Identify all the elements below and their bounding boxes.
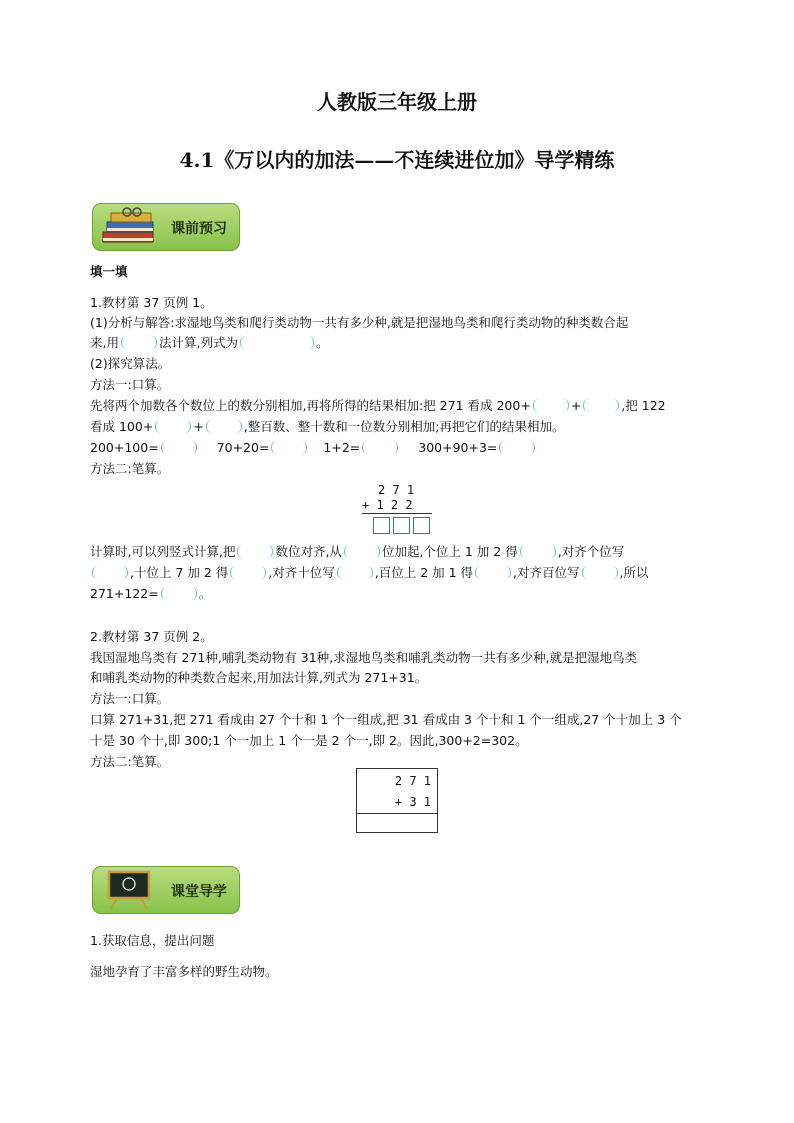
q1-title: 1.教材第 37 页例 1。: [90, 295, 213, 310]
answer-blank[interactable]: [520, 545, 556, 558]
page-title: 人教版三年级上册: [317, 90, 477, 114]
q1-calc2: ,十位上 7 加 2 得 ,对齐十位写 ,百位上 2 加 1 得 ,对齐百位写 ,所以: [90, 563, 649, 583]
q1-para2: (2)探究算法。: [90, 356, 171, 371]
answer-blank[interactable]: [206, 420, 242, 433]
vertical-top: 2 7 1: [378, 483, 415, 497]
answer-blank[interactable]: [344, 545, 380, 558]
answer-blank[interactable]: [237, 545, 273, 558]
section2-text1: 湿地孕育了丰富多样的野生动物。: [90, 964, 278, 979]
answer-box[interactable]: [413, 517, 430, 534]
answer-blank[interactable]: [92, 566, 128, 579]
answer-blank[interactable]: [240, 336, 314, 349]
q2-para2: 和哺乳类动物的种类数合起来,用加法计算,列式为 271+31。: [90, 670, 428, 685]
answer-blank[interactable]: [583, 399, 619, 412]
q1-calc1: 计算时,可以列竖式计算,把 数位对齐,从 位加起,个位上 1 加 2 得 ,对齐个位写: [90, 544, 625, 559]
q1-method2: 方法二:笔算。: [90, 461, 170, 476]
answer-blank[interactable]: [161, 441, 197, 454]
vertical-bottom: + 1 2 2: [362, 498, 413, 512]
answer-blank[interactable]: [161, 587, 197, 600]
answer-blank[interactable]: [533, 399, 569, 412]
answer-blank[interactable]: [475, 566, 511, 579]
preview-banner: [92, 203, 240, 251]
answer-blank[interactable]: [362, 441, 398, 454]
table-row-top: 2 7 1: [394, 774, 431, 788]
preview-banner-label: 课前预习: [171, 221, 227, 237]
q2-method2: 方法二:笔算。: [90, 754, 170, 769]
answer-blank[interactable]: [337, 566, 373, 579]
q1-para1a: (1)分析与解答:求湿地鸟类和爬行类动物一共有多少种,就是把湿地鸟类和爬行类动物的种类数合起: [90, 315, 629, 330]
answer-blank[interactable]: [230, 566, 266, 579]
q1-calc3: 271+122= 。: [90, 586, 212, 601]
answer-blank[interactable]: [155, 420, 191, 433]
answer-blank[interactable]: [121, 336, 157, 349]
answer-blank[interactable]: [499, 441, 535, 454]
q1-equations: 200+100= 70+20= 1+2= 300+90+3=: [90, 438, 537, 458]
q1-step2: 看成 100+ + ,整百数、整十数和一位数分别相加;再把它们的结果相加。: [90, 419, 565, 434]
vertical-table: [356, 768, 438, 833]
answer-blank[interactable]: [271, 441, 307, 454]
blackboard-icon: [103, 870, 155, 910]
q1-para1b: 来,用 法计算,列式为 。: [90, 335, 329, 350]
q2-method1: 方法一:口算。: [90, 691, 170, 706]
q1-step1: 先将两个加数各个数位上的数分别相加,再将所得的结果相加:把 271 看成 200+ + ,把 122: [90, 398, 666, 413]
classroom-banner-label: 课堂导学: [171, 884, 227, 900]
q1-method1: 方法一:口算。: [90, 377, 170, 392]
answer-blank[interactable]: [582, 566, 618, 579]
books-icon: [99, 206, 161, 248]
q2-para1: 我国湿地鸟类有 271种,哺乳类动物有 31种,求湿地鸟类和哺乳类动物一共有多少种,就是把湿地鸟类: [90, 650, 638, 665]
q2-title: 2.教材第 37 页例 2。: [90, 629, 213, 644]
vertical-rule: [362, 513, 432, 514]
answer-box[interactable]: [373, 517, 390, 534]
table-row-bottom: + 3 1: [394, 795, 431, 809]
classroom-banner: [92, 866, 240, 914]
q2-oral2: 十是 30 个十,即 300;1 个一加上 1 个一是 2 个一,即 2。因此,300+2=302。: [90, 733, 528, 748]
section-heading: 填一填: [90, 264, 128, 279]
table-rule: [357, 813, 437, 814]
section2-item1: 1.获取信息，提出问题: [90, 933, 215, 948]
answer-box[interactable]: [393, 517, 410, 534]
page-subtitle: 4.1《万以内的加法——不连续进位加》导学精练: [179, 148, 615, 172]
q2-oral1: 口算 271+31,把 271 看成由 27 个十和 1 个一组成,把 31 看成由 3 个十和 1 个一组成,27 个十加上 3 个: [90, 712, 682, 727]
